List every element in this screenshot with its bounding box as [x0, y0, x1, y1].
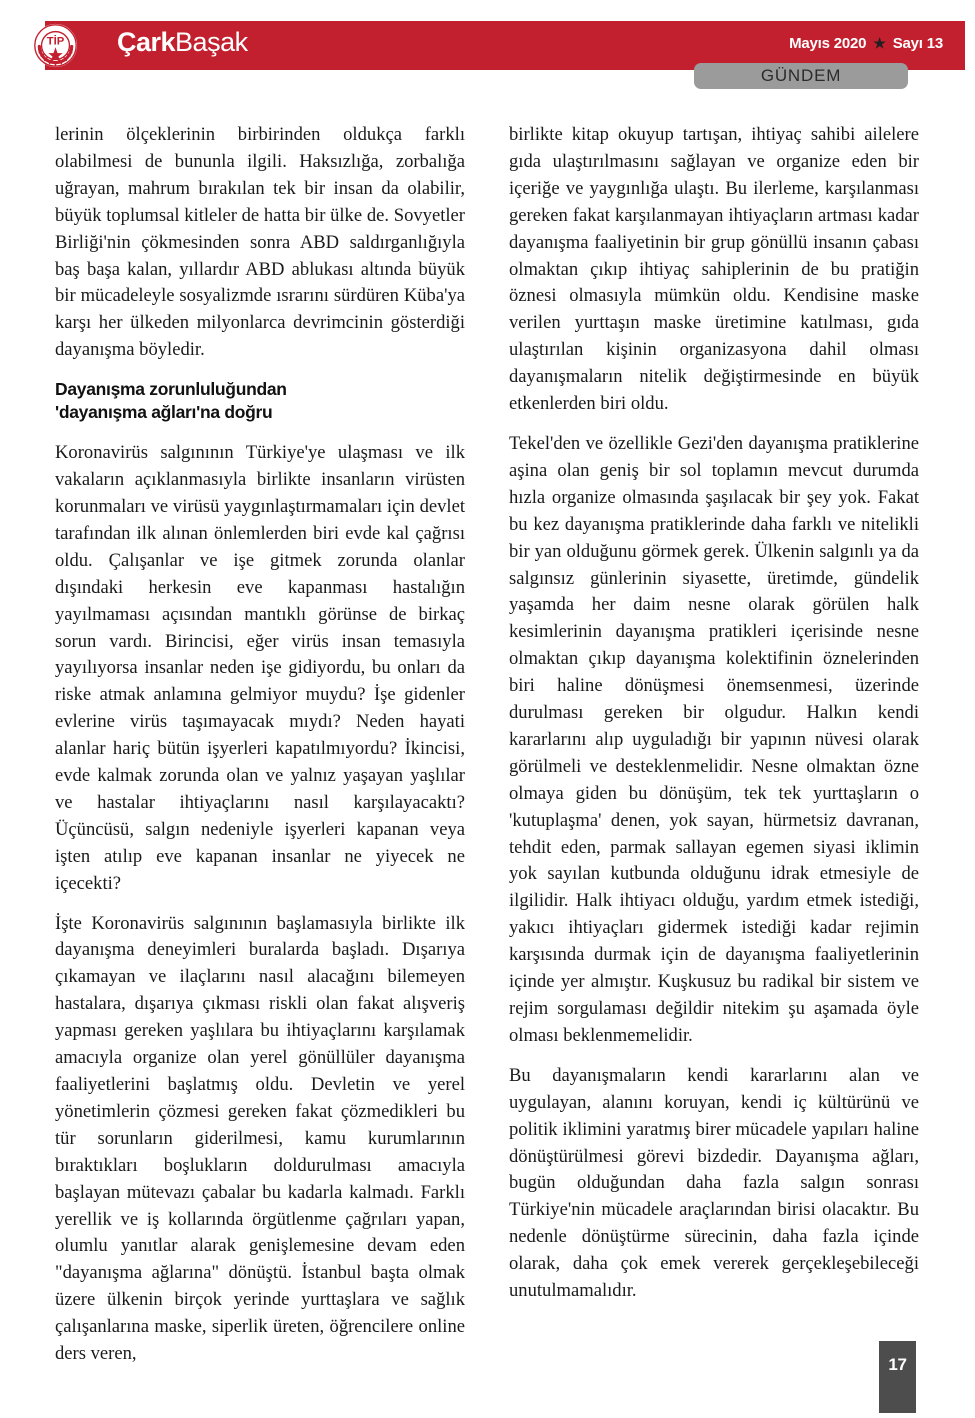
issue-info: [789, 35, 943, 52]
tip-party-logo-icon: [33, 23, 78, 68]
paragraph: Tekel'den ve özellikle Gezi'den dayanışma pratiklerine aşina olan geniş bir sol toplamın mevcut durumda hızla organize olmasında şaşılacak bir şey yok. Fakat bu kez dayanışma pratiklerinde daha farklı ve nitelikli bir yan olduğunu görmek gerek. Ülkenin salgınlı ya da salgınsız günlerinin siyasette, üretimde, gündelik yaşamda her daim nesne olarak görülen halk kesimlerinin dayanışma pratikleri içerisinde nesne olmaktan çıkıp dayanışma kolektifinin öznelerinden biri haline dönüşmesi önemsenmesi, üzerinde durulması gereken bir olgudur. Halkın kendi kararlarını alıp uyguladığı bir yapının nüvesi olarak görülmeli ve desteklenmelidir. Nesne olmaktan özne olmaya giden bu dönüşüm, tek tek yurttaşların o 'kutuplaşma' denen, yok sayan, hürmetsiz davranan, tehdit eden, parmak sallayan egemen siyasi iklimin yok sayılan kutbunda olduğunu idrak etmesiyle de ilgilidir. Halk ihtiyacı olduğu, yardım etmek istediği, yakıcı ihtiyaçları gidermek istediği kadar rejimin karşısında durmak için de dayanışma faaliyetlerinin içinde yer almıştır. Kuşkusuz bu radikal bir sistem ve rejim sorgulaması değildir nitekim şu aşamada öyle olması beklenmemelidir.: [509, 432, 919, 1046]
issue-number: Sayı 13: [892, 35, 943, 52]
publication-title-light: Başak: [175, 27, 248, 57]
article-column-left: [55, 122, 465, 1365]
star-icon: ★: [873, 34, 886, 51]
issue-date: Mayıs 2020: [789, 35, 867, 52]
paragraph: birlikte kitap okuyup tartışan, ihtiyaç sahibi ailelere gıda ulaştırılmasını sağlayan ve organize eden bir içeriğe ve yaygınlığa ulaştı. Bu ilerleme, karşılanması gereken fakat karşılanmayan ihtiyaçların artması kadar dayanışma faaliyetinin bir grup gönüllü insanın çabası olmaktan çıkıp ihtiyaç sahiplerinin de bu pratiğin öznesi olmasıyla mümkün oldu. Kendisine maske verilen yurttaşın maske üretimine katılması, gıda ulaştırılan kişinin organizasyona dahil olması dayanışmaların nitelik değiştirmesinde en büyük etkenlerden biri oldu.: [509, 124, 919, 415]
section-tab-gundem: [694, 63, 908, 89]
page-number: 17: [888, 1355, 907, 1374]
paragraph: Bu dayanışmaların kendi kararlarını alan ve uygulayan, alanını koruyan, kendi iç kültürünü ve politik iklimini yaratmış birer mücadele yapıları haline dönüştürülmesi görevi bizdedir. Dayanışma ağları, bugün olduğundan daha fazla salgın sonrası Türkiye'nin mücadele araçlarından birisi olacaktır. Bu nedenle dönüştürme sürecinin, daha fazla içinde olarak, daha çok emek vererek gerçekleşebileceği unutulmamalıdır.: [509, 1064, 919, 1302]
publication-title: [117, 27, 248, 58]
svg-text:TİP: TİP: [46, 35, 65, 48]
page-folio: [879, 1341, 916, 1413]
paragraph: İşte Koronavirüs salgınının başlamasıyla birlikte ilk dayanışma deneyimleri buralarda başladı. Dışarıya çıkamayan ve ilaçlarını nasıl alacağını bilemeyen hastalara, dışarıya çıkması riskli olan fakat alışveriş yapması gereken yaşlılara bu ihtiyaçlarını karşılamak amacıyla organize olan yerel gönüllüler dayanışma faaliyetlerini başlatmış oldu. Devletin ve yerel yönetimlerin çözmesi gereken fakat çözmedikleri bu tür sorunların giderilmesi, kamu kurumlarının bıraktıkları boşlukların doldurulması amacıyla başlayan mütevazı çabalar bu kadarla kalmadı. Farklı yerellik ve iş kollarında örgütlenme çağrıları yapan, olumlu yanıtlar alarak genişlemesine devam eden "dayanışma ağlarına" dönüştü. İstanbul başta olmak üzere ülkenin birçok yerinde yurttaşlara ve sağlık çalışanlarına maske, siperlik üreten, öğrencilere online ders veren,: [55, 912, 465, 1365]
article-column-right: [509, 122, 919, 1317]
article-subheading-line-2: 'dayanışma ağları'na doğru: [55, 402, 273, 423]
section-tab-label: GÜNDEM: [760, 66, 842, 85]
article-subheading-line-1: Dayanışma zorunluluğundan: [55, 379, 287, 400]
paragraph: Koronavirüs salgınının Türkiye'ye ulaşması ve ilk vakaların açıklanmasıyla birlikte insanların virüsten korunmaları ve virüsü yaygınlaştırmamaları için devlet tarafından ilk alınan önlemlerden biri evde kal çağrısı oldu. Çalışanlar ve işe gitmek zorunda olanlar dışındaki herkesin eve kapanması hastalığın yayılmaması açısından mantıklı görünse de birkaç sorun vardı. Birincisi, eğer virüs insan temasıyla yayılıyorsa insanlar neden işe gidiyordu, bu onları da riske atmak anlamına gelmiyor muydu? İşe gidenler evlerine virüs taşımayacak mıydı? Neden hayati alanlar hariç bütün işyerleri kapatılmıyordu? İkincisi, evde kalmak zorunda olan ve yalnız yaşayan yaşlılar ve hastalar ihtiyaçlarını nasıl karşılayacaktı? Üçüncüsü, salgın nedeniyle işyerleri kapanan veya işten atılıp eve kapanan insanlar ne yiyecek ne içecekti?: [55, 442, 465, 894]
paragraph: lerinin ölçeklerinin birbirinden oldukça farklı olabilmesi de bununla ilgili. Haksızlığa, zorbalığa uğrayan, mahrum bırakılan tek bir insan da olabilir, büyük toplumsal kitleler de hatta bir ülke de. Sovyetler Birliği'nin çökmesinden sonra ABD saldırganlığıyla baş başa kalan, yıllardır ABD ablukası altında büyük bir mücadeleyle sosyalizmde ısrarını sürdüren Küba'ya karşı her ülkeden milyonlarca devrimcinin gösterdiği dayanışma böyledir.: [55, 124, 465, 361]
publication-title-bold: Çark: [117, 27, 176, 57]
article-subheading: [55, 378, 465, 424]
